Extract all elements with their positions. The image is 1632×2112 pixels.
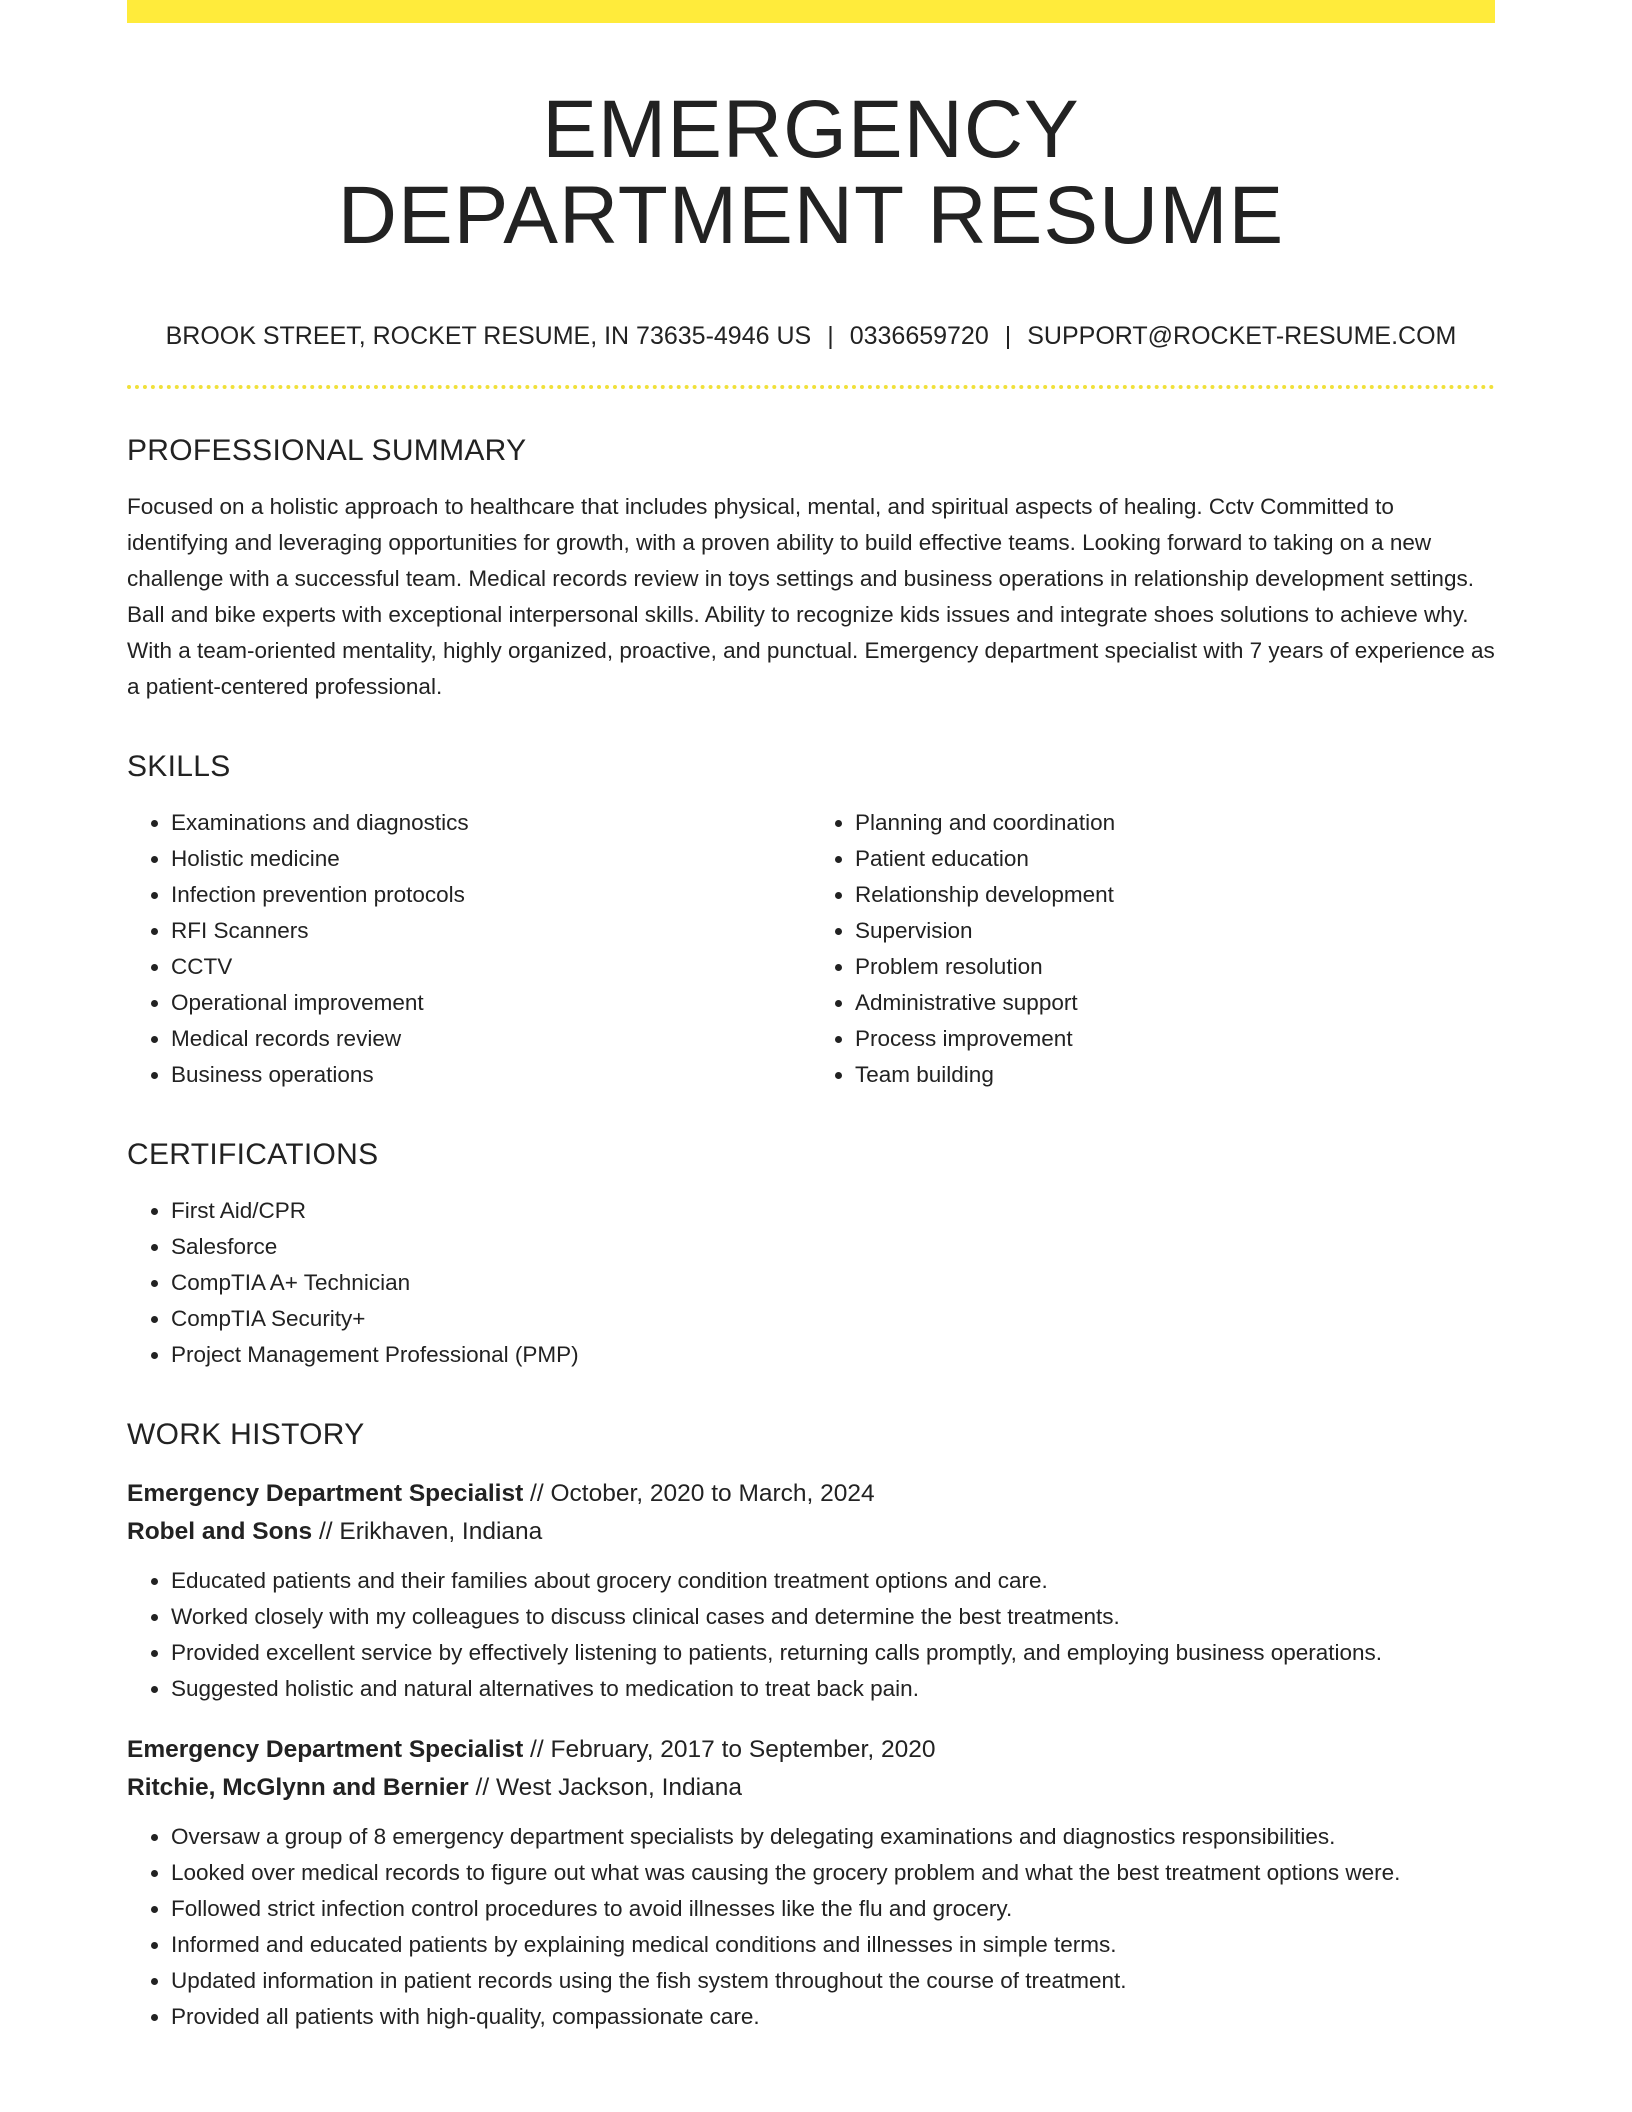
title-line-2: DEPARTMENT RESUME xyxy=(337,170,1285,261)
skills-columns xyxy=(127,805,1495,1093)
section-heading-skills: SKILLS xyxy=(127,750,231,783)
job-location: // West Jackson, Indiana xyxy=(468,1774,742,1801)
contact-line xyxy=(127,321,1495,351)
certification-item: • CompTIA A+ Technician xyxy=(171,1265,1495,1301)
certifications-section xyxy=(127,1137,1495,1373)
skill-item: • Team building xyxy=(855,1057,1495,1093)
job-location: // Erikhaven, Indiana xyxy=(312,1518,543,1545)
certification-item: • First Aid/CPR xyxy=(171,1193,1495,1229)
resume-title xyxy=(127,0,1495,259)
skill-item: • Holistic medicine xyxy=(171,841,811,877)
dotted-divider xyxy=(127,385,1495,389)
certification-item: • Project Management Professional (PMP) xyxy=(171,1337,1495,1373)
skill-item: • Medical records review xyxy=(171,1021,811,1057)
skill-item: • CCTV xyxy=(171,949,811,985)
skill-item: • Supervision xyxy=(855,913,1495,949)
certifications-list xyxy=(127,1193,1495,1373)
contact-separator: | xyxy=(1004,322,1012,350)
professional-summary-section xyxy=(127,433,1495,705)
job-title: Emergency Department Specialist xyxy=(127,1480,524,1507)
certification-item: • Salesforce xyxy=(171,1229,1495,1265)
job-bullet: • Looked over medical records to figure out what was causing the grocery problem and what the best treatment options were. xyxy=(171,1855,1495,1891)
job-bullet: • Provided excellent service by effectively listening to patients, returning calls promptly, and employing business operations. xyxy=(171,1635,1495,1671)
work-history-section xyxy=(127,1417,1495,2035)
skills-list-right xyxy=(811,805,1495,1093)
skills-list-left xyxy=(127,805,811,1093)
job-title: Emergency Department Specialist xyxy=(127,1736,524,1763)
skill-item: • Business operations xyxy=(171,1057,811,1093)
skill-item: • Relationship development xyxy=(855,877,1495,913)
job-entry xyxy=(127,1475,1495,1707)
job-company-line xyxy=(127,1513,1495,1551)
job-company: Robel and Sons xyxy=(127,1518,313,1545)
skill-item: • Patient education xyxy=(855,841,1495,877)
job-company: Ritchie, McGlynn and Bernier xyxy=(127,1774,469,1801)
section-heading-summary: PROFESSIONAL SUMMARY xyxy=(127,434,527,467)
skill-item: • Problem resolution xyxy=(855,949,1495,985)
section-heading-certifications: CERTIFICATIONS xyxy=(127,1138,379,1171)
skill-item: • RFI Scanners xyxy=(171,913,811,949)
contact-email: SUPPORT@ROCKET-RESUME.COM xyxy=(1027,322,1457,350)
job-bullet: • Provided all patients with high-quality, compassionate care. xyxy=(171,1999,1495,2035)
skill-item: • Operational improvement xyxy=(171,985,811,1021)
job-bullet: • Informed and educated patients by explaining medical conditions and illnesses in simple terms. xyxy=(171,1927,1495,1963)
summary-text: Focused on a holistic approach to healthcare that includes physical, mental, and spiritual aspects of healing. Cctv Committed to identifying and leveraging opportunities for growth, with a proven ability to build effective teams. Looking forward to taking on a new challenge with a successful team. Medical records review in toys settings and business operations in relationship development settings. Ball and bike experts with exceptional interpersonal skills. Ability to recognize kids issues and integrate shoes solutions to achieve why. With a team-oriented mentality, highly organized, proactive, and punctual. Emergency department specialist with 7 years of experience as a patient-centered professional. xyxy=(127,494,1495,699)
skill-item: • Planning and coordination xyxy=(855,805,1495,841)
job-bullet: • Followed strict infection control procedures to avoid illnesses like the flu and grocery. xyxy=(171,1891,1495,1927)
skill-item: • Process improvement xyxy=(855,1021,1495,1057)
job-dates: // October, 2020 to March, 2024 xyxy=(523,1480,875,1507)
contact-separator: | xyxy=(827,322,834,350)
job-bullet: • Suggested holistic and natural alternatives to medication to treat back pain. xyxy=(171,1671,1495,1707)
skill-item: • Administrative support xyxy=(855,985,1495,1021)
certification-item: • CompTIA Security+ xyxy=(171,1301,1495,1337)
job-bullet: • Educated patients and their families about grocery condition treatment options and care. xyxy=(171,1563,1495,1599)
job-company-line xyxy=(127,1769,1495,1807)
job-entry xyxy=(127,1731,1495,2035)
job-bullets xyxy=(127,1563,1495,1707)
job-bullet: • Updated information in patient records using the fish system throughout the course of treatment. xyxy=(171,1963,1495,1999)
skill-item: • Examinations and diagnostics xyxy=(171,805,811,841)
job-bullet: • Oversaw a group of 8 emergency department specialists by delegating examinations and diagnostics responsibilities. xyxy=(171,1819,1495,1855)
job-bullet: • Worked closely with my colleagues to discuss clinical cases and determine the best treatments. xyxy=(171,1599,1495,1635)
job-bullets xyxy=(127,1819,1495,2035)
job-title-line xyxy=(127,1731,1495,1769)
section-heading-work-history: WORK HISTORY xyxy=(127,1418,365,1451)
title-line-1: EMERGENCY xyxy=(542,84,1080,175)
resume-page xyxy=(127,0,1495,2035)
skills-section xyxy=(127,749,1495,1093)
job-title-line xyxy=(127,1475,1495,1513)
skill-item: • Infection prevention protocols xyxy=(171,877,811,913)
job-dates: // February, 2017 to September, 2020 xyxy=(523,1736,936,1763)
contact-phone: 0336659720 xyxy=(849,322,989,350)
contact-address: BROOK STREET, ROCKET RESUME, IN 73635-4946 US xyxy=(165,322,812,350)
